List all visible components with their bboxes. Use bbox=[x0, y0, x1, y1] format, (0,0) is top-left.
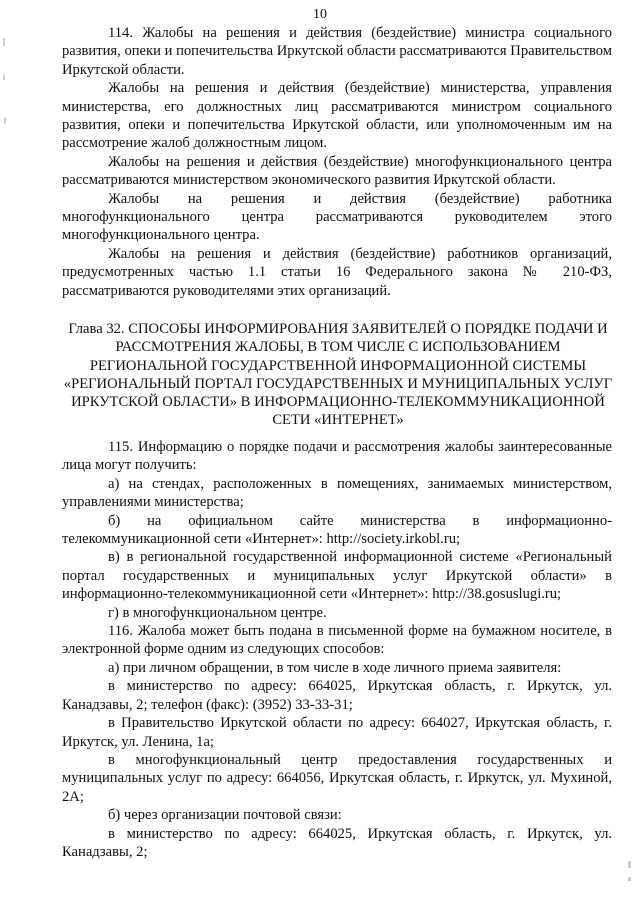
paragraph: б) через организации почтовой связи: bbox=[108, 807, 342, 824]
scan-artifact bbox=[3, 38, 5, 46]
paragraph: в многофункциональный центр предоставления государственных и муниципальных услуг по адресу: 664056, Иркутская область, г. Иркутск, ул. Мухиной, 2А; bbox=[62, 751, 612, 805]
paragraph: в министерство по адресу: 664025, Иркутская область, г. Иркутск, ул. Канадзавы, 2; bbox=[62, 825, 612, 860]
paragraph: 116. Жалоба может быть подана в письменной форме на бумажном носителе, в электронной форме одним из следующих способов: bbox=[62, 623, 612, 658]
paragraph: б) на официальном сайте министерства в информационно-телекоммуникационной сети «Интернет»: http://society.irkobl.ru; bbox=[62, 512, 612, 548]
scan-artifact bbox=[3, 75, 5, 80]
paragraph: Жалобы на решения и действия (бездействие) работника многофункционального центра рассматриваются руководителем этого многофункционального центра. bbox=[62, 190, 612, 244]
paragraph: Жалобы на решения и действия (бездействие) министерства, управления министерства, его должностных лиц рассматриваются министром социального развития, опеки и попечительства Иркутской области, или уполномоченным им на рассмотрение жалоб должностным лицом. bbox=[62, 80, 612, 152]
section-114 bbox=[62, 24, 612, 300]
paragraph: в) в региональной государственной информационной системе «Региональный портал государственных и муниципальных услуг Иркутской области» в информационно-телекоммуникационной сети «Интернет»: http://38.gosuslugi.ru; bbox=[62, 549, 612, 603]
paragraph: г) в многофункциональном центре. bbox=[108, 604, 327, 621]
paragraph: а) при личном обращении, в том числе в ходе личного приема заявителя: bbox=[108, 659, 562, 676]
chapter-heading: Глава 32. СПОСОБЫ ИНФОРМИРОВАНИЯ ЗАЯВИТЕЛЕЙ О ПОРЯДКЕ ПОДАЧИ И РАССМОТРЕНИЯ ЖАЛОБЫ, В ТОМ ЧИСЛЕ С ИСПОЛЬЗОВАНИЕМ РЕГИОНАЛЬНОЙ ГОСУДАРСТВЕННОЙ ИНФОРМАЦИОННОЙ СИСТЕМЫ «РЕГИОНАЛЬНЫЙ ПОРТАЛ ГОСУДАРСТВЕННЫХ И МУНИЦИПАЛЬНЫХ УСЛУГ ИРКУТСКОЙ ОБЛАСТИ» В ИНФОРМАЦИОННО-ТЕЛЕКОММУНИКАЦИОННОЙ СЕТИ «ИНТЕРНЕТ» bbox=[63, 321, 613, 429]
paragraph: Жалобы на решения и действия (бездействие) многофункционального центра рассматриваются министерством экономического развития Иркутской области. bbox=[62, 153, 612, 189]
scan-artifact bbox=[628, 861, 631, 868]
paragraph: в министерство по адресу: 664025, Иркутская область, г. Иркутск, ул. Канадзавы, 2; телефон (факс): (3952) 33-33-31; bbox=[62, 678, 612, 713]
paragraph: Жалобы на решения и действия (бездействие) работников организаций, предусмотренных частью 1.1 статьи 16 Федерального закона № 210-ФЗ, рассматриваются руководителями этих организаций. bbox=[62, 245, 612, 299]
paragraph: в Правительство Иркутской области по адресу: 664027, Иркутская область, г. Иркутск, ул. Ленина, 1а; bbox=[62, 715, 612, 750]
section-115-116 bbox=[62, 438, 612, 861]
scan-artifact bbox=[628, 877, 631, 881]
paragraph: а) на стендах, расположенных в помещениях, занимаемых министерством, управлениями министерства; bbox=[62, 475, 612, 511]
paragraph: 115. Информацию о порядке подачи и рассмотрения жалобы заинтересованные лица могут получить: bbox=[62, 439, 612, 474]
paragraph: 114. Жалобы на решения и действия (бездействие) министра социального развития, опеки и попечительства Иркутской области рассматриваются Правительством Иркутской области. bbox=[62, 25, 612, 78]
page-number: 10 bbox=[313, 7, 327, 22]
scan-artifact bbox=[4, 118, 6, 124]
